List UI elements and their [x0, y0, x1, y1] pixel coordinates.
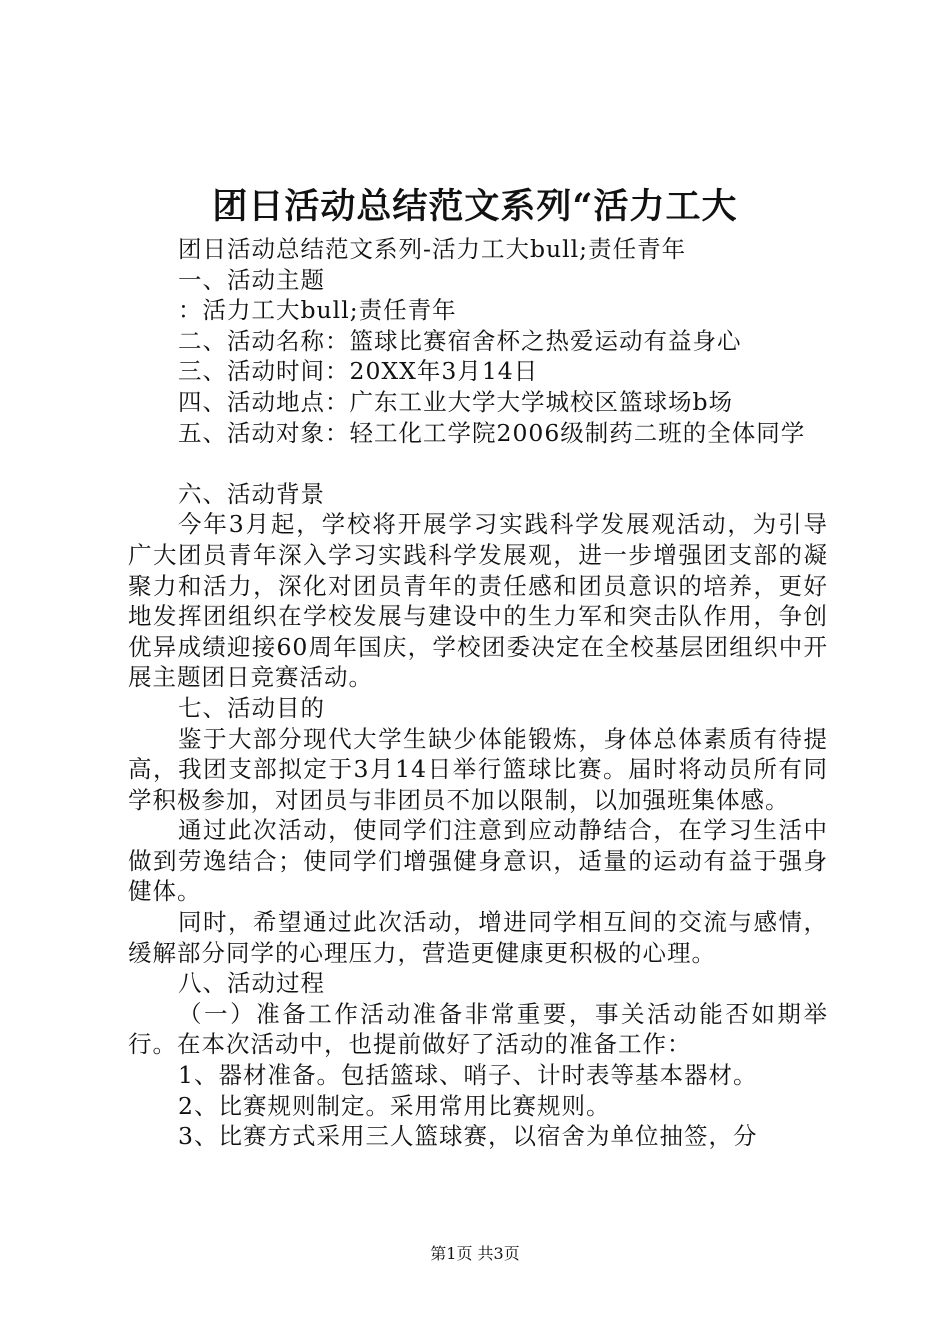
- purpose-paragraph-2: 通过此次活动，使同学们注意到应动静结合，在学习生活中做到劳逸结合；使同学们增强健身意识，适量的运动有益于强身健体。: [128, 816, 828, 906]
- process-item-2: 2、比赛规则制定。采用常用比赛规则。: [178, 1091, 611, 1120]
- theme-heading: 一、活动主题: [178, 265, 325, 294]
- purpose-paragraph-3: 同时，希望通过此次活动，增进同学相互间的交流与感情，缓解部分同学的心理压力，营造更健康更积极的心理。: [128, 908, 828, 967]
- activity-name-line: 二、活动名称：篮球比赛宿舍杯之热爱运动有益身心: [178, 326, 742, 355]
- activity-time-line: 三、活动时间：20XX年3月14日: [178, 357, 539, 386]
- document-body: [128, 234, 828, 1152]
- theme-value: ：活力工大bull;责任青年: [178, 296, 457, 325]
- purpose-paragraph-1: 鉴于大部分现代大学生缺少体能锻炼，身体总体素质有待提高，我团支部拟定于3月14日举行篮球比赛。届时将动员所有同学积极参加，对团员与非团员不加以限制，以加强班集体感。: [128, 724, 828, 814]
- purpose-heading: 七、活动目的: [178, 693, 325, 722]
- page-footer: 第1页 共3页: [430, 1244, 520, 1263]
- activity-target-line: 五、活动对象：轻工化工学院2006级制药二班的全体同学: [178, 418, 806, 447]
- background-heading: 六、活动背景: [178, 479, 325, 508]
- activity-place-line: 四、活动地点：广东工业大学大学城校区篮球场b场: [178, 387, 734, 416]
- process-heading: 八、活动过程: [178, 969, 325, 998]
- document-title: 团日活动总结范文系列“活力工大: [212, 186, 738, 227]
- blank-line: [128, 448, 828, 479]
- process-item-1: 1、器材准备。包括篮球、哨子、计时表等基本器材。: [178, 1061, 758, 1090]
- process-paragraph-1: （一）准备工作活动准备非常重要，事关活动能否如期举行。在本次活动中，也提前做好了活动的准备工作：: [128, 999, 828, 1059]
- process-item-3: 3、比赛方式采用三人篮球赛，以宿舍为单位抽签，分: [178, 1122, 758, 1151]
- background-paragraph: 今年3月起，学校将开展学习实践科学发展观活动，为引导广大团员青年深入学习实践科学发展观，进一步增强团支部的凝聚力和活力，深化对团员青年的责任感和团员意识的培养，更好地发挥团组织在学校发展与建设中的生力军和突击队作用，争创优异成绩迎接60周年国庆，学校团委决定在全校基层团组织中开展主题团日竞赛活动。: [128, 510, 828, 692]
- subtitle-line: 团日活动总结范文系列-活力工大bull;责任青年: [178, 235, 687, 263]
